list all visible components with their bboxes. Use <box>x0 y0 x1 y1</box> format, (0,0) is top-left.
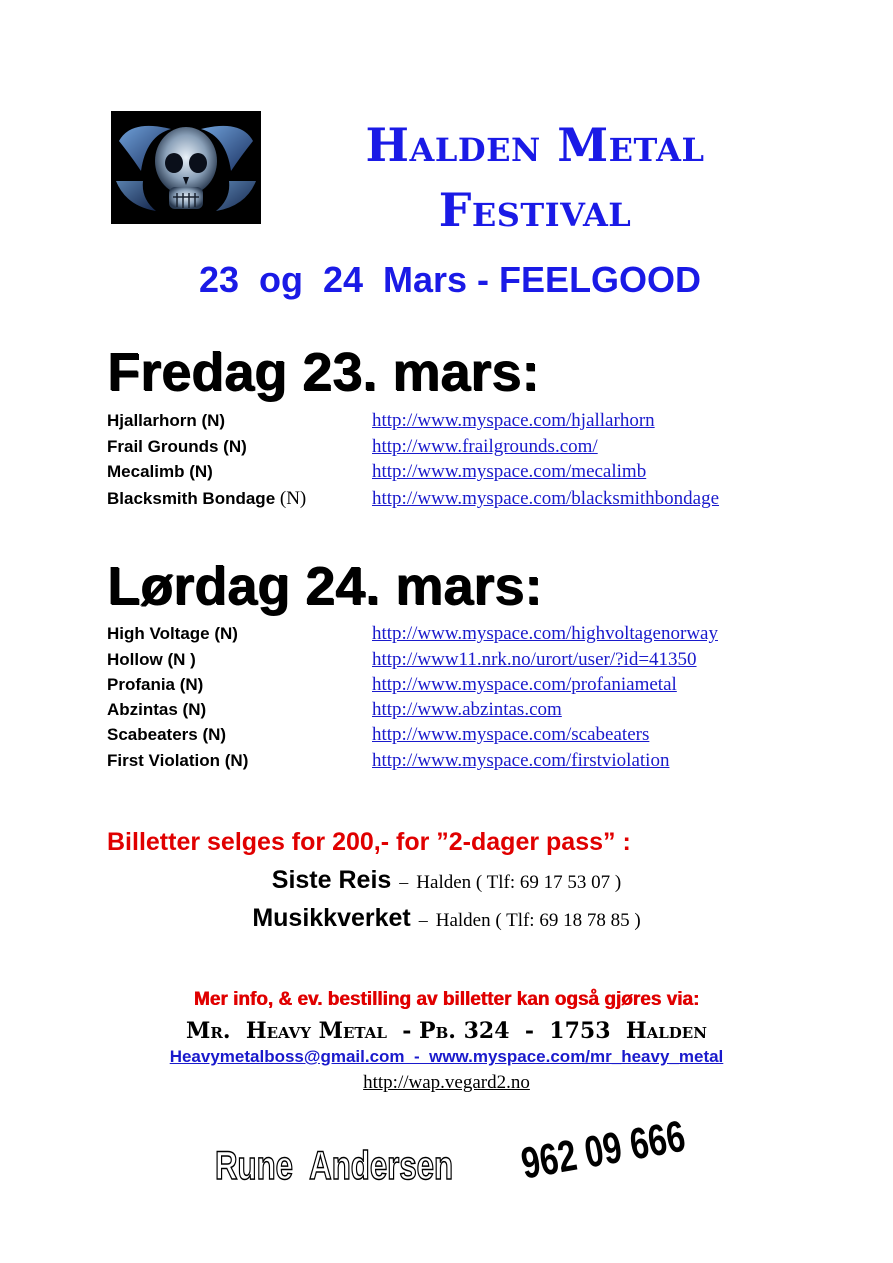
shop-detail: Halden ( Tlf: 69 18 78 85 ) <box>435 910 641 931</box>
band-name: Abzintas (N) <box>107 700 207 719</box>
band-link[interactable]: http://www.abzintas.com <box>372 699 562 720</box>
band-link[interactable]: http://www.myspace.com/hjallarhorn <box>372 410 655 431</box>
band-link[interactable]: http://www.myspace.com/mecalimb <box>372 461 647 482</box>
band-link[interactable]: http://www.myspace.com/scabeaters <box>372 724 650 745</box>
band-link[interactable]: http://www11.nrk.no/urort/user/?id=41350 <box>372 649 697 670</box>
band-name: Scabeaters (N) <box>107 725 227 744</box>
ticket-shop <box>0 901 893 939</box>
day-heading-saturday: Lørdag 24. mars: <box>107 556 543 616</box>
band-link[interactable]: http://www.myspace.com/firstviolation <box>372 750 670 771</box>
shop-separator: – <box>399 872 409 892</box>
shop-detail: Halden ( Tlf: 69 17 53 07 ) <box>416 872 622 893</box>
festival-title-line2: Festival <box>438 183 632 237</box>
tickets-heading: Billetter selges for 200,- for ”2-dager pass” : <box>107 828 631 856</box>
festival-dates: 23 og 24 Mars - FEELGOOD <box>198 259 702 300</box>
band-row <box>107 434 807 459</box>
shop-name: Siste Reis <box>271 866 392 894</box>
festival-logo <box>111 111 261 224</box>
band-origin: (N) <box>279 488 307 509</box>
band-name: Hollow (N ) <box>107 650 196 669</box>
shop-name: Musikkverket <box>252 904 411 932</box>
more-info-heading: Mer info, & ev. bestilling av billetter kan også gjøres via: <box>193 989 700 1010</box>
band-row <box>107 697 807 722</box>
band-name: Mecalimb (N) <box>107 462 213 481</box>
band-row <box>107 672 807 697</box>
band-name: Profania (N) <box>107 675 204 694</box>
postal-address: Mr. Heavy Metal - Pb. 324 - 1753 Halden <box>186 1018 707 1044</box>
band-row <box>107 748 807 773</box>
band-link[interactable]: http://www.myspace.com/blacksmithbondage <box>372 488 720 509</box>
band-row <box>107 647 807 672</box>
organizer-phone: 962 09 666 <box>517 1111 689 1189</box>
day-heading-friday: Fredag 23. mars: <box>107 342 540 402</box>
contact-links[interactable]: Heavymetalboss@gmail.com - www.myspace.com/mr_heavy_metal <box>169 1047 724 1066</box>
band-row <box>107 486 807 511</box>
band-name: Frail Grounds (N) <box>107 437 247 456</box>
ticket-shop <box>0 863 893 901</box>
band-link[interactable]: http://www.myspace.com/highvoltagenorway <box>372 623 718 644</box>
band-row <box>107 722 807 747</box>
band-name: Hjallarhorn (N) <box>107 411 226 430</box>
wap-link[interactable]: http://wap.vegard2.no <box>363 1072 530 1093</box>
band-link[interactable]: http://www.myspace.com/profaniametal <box>372 674 677 695</box>
band-name-text: Blacksmith Bondage <box>107 489 280 508</box>
band-row <box>107 621 807 646</box>
band-link[interactable]: http://www.frailgrounds.com/ <box>372 436 598 457</box>
shop-separator: – <box>418 910 428 930</box>
skull-logo-icon <box>111 111 261 224</box>
band-name: High Voltage (N) <box>107 624 238 643</box>
band-name <box>107 486 306 511</box>
organizer-name: Rune Andersen <box>215 1144 454 1188</box>
festival-title-line1: Halden Metal <box>365 118 705 172</box>
band-row <box>107 408 807 433</box>
band-name: First Violation (N) <box>107 751 249 770</box>
band-row <box>107 459 807 484</box>
